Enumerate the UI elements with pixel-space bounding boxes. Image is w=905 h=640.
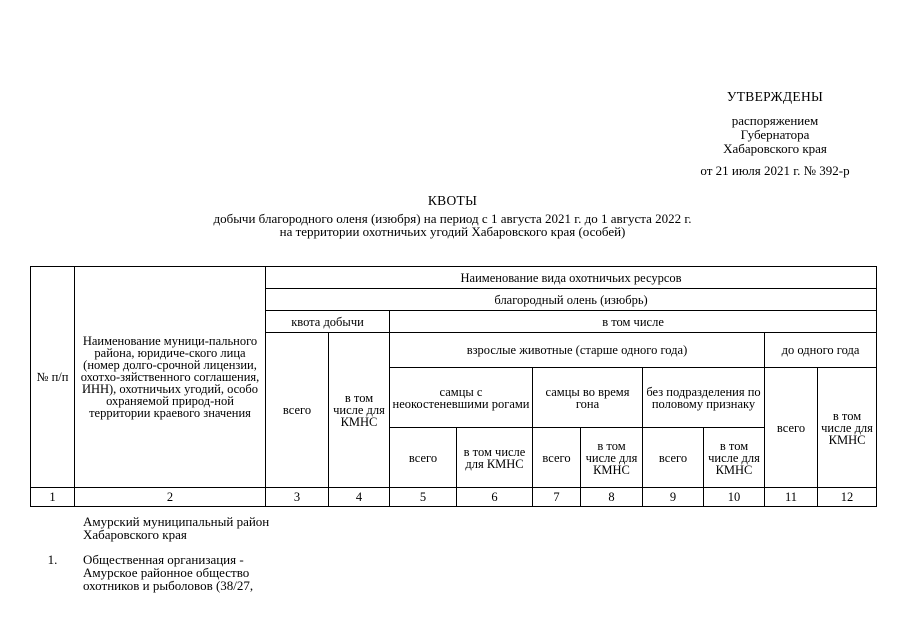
header-resource: Наименование вида охотничьих ресурсов — [266, 267, 877, 289]
header-including: в том числе — [390, 311, 877, 333]
header-nosex-total: всего — [643, 428, 704, 488]
header-nosex-kmns: в том числе для КМНС — [704, 428, 765, 488]
approval-line-3: Хабаровского края — [723, 141, 827, 156]
header-males-rut: самцы во время гона — [533, 368, 643, 428]
approval-date: от 21 июля 2021 г. № 392-р — [700, 163, 850, 178]
table-row — [30, 553, 876, 592]
row-name: Общественная организация - Амурское районное общество охотников и рыболовов (38/27, — [83, 552, 254, 593]
col-number: 8 — [581, 488, 643, 507]
col-number: 4 — [329, 488, 390, 507]
header-quota: квота добычи — [266, 311, 390, 333]
row-name: Амурский муниципальный район Хабаровского края — [83, 514, 270, 542]
document-subtitle — [0, 212, 905, 238]
col-number: 9 — [643, 488, 704, 507]
header-quota-kmns: в том числе для КМНС — [329, 333, 390, 488]
col-number: 7 — [533, 488, 581, 507]
col-number: 3 — [266, 488, 329, 507]
header-antlers-kmns: в том числе для КМНС — [457, 428, 533, 488]
header-males-antlers: самцы с неокостеневшими рогами — [390, 368, 533, 428]
row-number: 1. — [47, 552, 58, 567]
approval-line-2: Губернатора — [740, 127, 810, 142]
header-no-sex: без подразделения по половому признаку — [643, 368, 765, 428]
header-rut-kmns: в том числе для КМНС — [581, 428, 643, 488]
row-number — [30, 515, 75, 541]
table-body — [30, 515, 876, 604]
subtitle-line-2: на территории охотничьих угодий Хабаровского края (особей) — [279, 224, 626, 239]
col-number: 5 — [390, 488, 457, 507]
col-number: 11 — [765, 488, 818, 507]
document-title: КВОТЫ — [427, 193, 478, 208]
col-number: 10 — [704, 488, 765, 507]
table-row — [30, 515, 876, 541]
header-antlers-total: всего — [390, 428, 457, 488]
subtitle-line-1: добычи благородного оленя (изюбря) на период с 1 августа 2021 г. до 1 августа 2022 г. — [213, 211, 692, 226]
header-under-one-total: всего — [765, 368, 818, 488]
header-species: благородный олень (изюбрь) — [266, 289, 877, 311]
header-name: Наименование муници-пального района, юридиче-ского лица (номер долго-срочной лицензии, охотхо-зяйственного соглашения, ИНН), охотничьих угодий, особо охраняемой природ-ной территории краевого значения — [75, 267, 266, 488]
col-number: 6 — [457, 488, 533, 507]
header-quota-total: всего — [266, 333, 329, 488]
col-number: 1 — [31, 488, 75, 507]
approval-line-1: распоряжением — [731, 113, 819, 128]
quota-table — [30, 266, 877, 507]
header-adults: взрослые животные (старше одного года) — [390, 333, 765, 368]
col-number: 2 — [75, 488, 266, 507]
header-under-one: до одного года — [765, 333, 877, 368]
approval-heading: УТВЕРЖДЕНЫ — [726, 89, 824, 104]
col-number: 12 — [818, 488, 877, 507]
approval-block — [670, 90, 880, 178]
header-num: № п/п — [31, 267, 75, 488]
header-under-one-kmns: в том числе для КМНС — [818, 368, 877, 488]
header-rut-total: всего — [533, 428, 581, 488]
